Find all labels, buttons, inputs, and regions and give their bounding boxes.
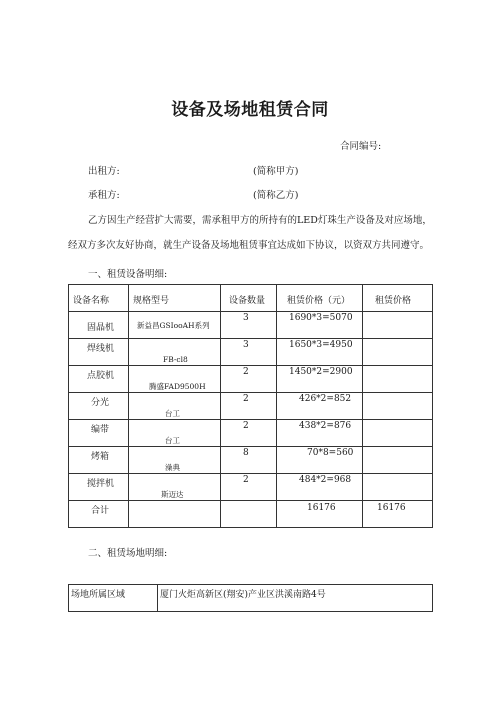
table-cell [363,339,433,366]
table-total-row [69,501,433,528]
equipment-table [68,284,433,528]
table-cell [69,339,129,366]
table-cell [129,474,221,501]
table-cell [277,393,363,420]
header-model: 规格型号 [133,296,170,306]
table-cell [221,474,277,501]
section-equipment-heading: 一、租赁设备明细: [88,269,168,280]
equipment-qty: 3 [243,313,249,323]
lessor-value: (简称甲方) [253,166,299,177]
table-cell [277,339,363,366]
table-row [69,366,433,393]
equipment-name: 烤箱 [91,452,110,462]
equipment-qty: 2 [243,421,249,431]
header-name: 设备名称 [73,296,110,306]
table-row [69,420,433,447]
contract-number-label: 合同编号: [340,141,382,152]
table-header-row [69,285,433,312]
table-row [69,585,433,612]
table-row [69,474,433,501]
header-cell [363,285,433,312]
table-cell [277,501,363,528]
section-site-heading: 二、租赁场地明细: [88,548,168,559]
header-cell [129,285,221,312]
equipment-model: 新益昌GSIooAH系列 [137,321,210,330]
table-cell [221,447,277,474]
equipment-qty: 2 [243,475,249,485]
table-cell [277,474,363,501]
header-qty: 设备数量 [229,296,266,306]
header-cell [69,285,129,312]
table-cell [69,312,129,339]
equipment-model: 澡典 [165,463,180,472]
equipment-price: 1650*3=4950 [289,340,353,350]
table-cell [69,501,129,528]
lessee-value: (简称乙方) [253,190,299,201]
header-cell [277,285,363,312]
table-cell [158,585,433,612]
equipment-name: 固晶机 [87,323,115,333]
table-cell [277,447,363,474]
equipment-model: FB-cl8 [163,355,188,364]
table-row [69,339,433,366]
table-row [69,447,433,474]
table-cell [221,366,277,393]
intro-paragraph-line1: 乙方因生产经营扩大需要，需承租甲方的所持有的LED灯珠生产设备及对应场地， [88,215,432,226]
table-cell [69,585,158,612]
equipment-qty: 2 [243,367,249,377]
equipment-price: 438*2=876 [299,421,352,431]
table-row [69,393,433,420]
header-price: 租赁价格（元） [287,296,351,306]
equipment-model: 台工 [165,436,180,445]
total-label: 合计 [91,506,110,516]
table-cell [129,501,221,528]
table-row [69,312,433,339]
table-cell [363,501,433,528]
table-cell [363,447,433,474]
equipment-price: 484*2=968 [299,475,352,485]
intro-paragraph-line2: 经双方多次友好协商，就生产设备及场地租赁事宜达成如下协议，以资双方共同遵守。 [68,240,430,251]
table-cell [277,312,363,339]
table-cell [363,366,433,393]
table-cell [363,420,433,447]
table-cell [277,366,363,393]
table-cell [129,420,221,447]
equipment-price: 70*8=560 [307,448,354,458]
equipment-name: 焊线机 [87,344,115,354]
table-cell [69,447,129,474]
total-price: 16176 [307,503,336,513]
header-cell [221,285,277,312]
table-cell [363,474,433,501]
equipment-name: 分光 [91,398,110,408]
table-cell [363,312,433,339]
site-area-label: 场地所属区域 [71,590,126,600]
equipment-model: 腾盛FAD9500H [149,382,206,391]
equipment-name: 点胶机 [87,371,115,381]
site-table [68,584,433,612]
equipment-qty: 2 [243,394,249,404]
table-cell [129,312,221,339]
table-cell [69,393,129,420]
site-area-value: 厦门火炬高新区(翔安)产业区洪溪南路4号 [160,590,326,600]
table-cell [221,312,277,339]
lessee-label: 承租方: [88,190,120,201]
total-amount: 16176 [377,503,406,513]
table-cell [69,474,129,501]
equipment-qty: 3 [243,340,249,350]
equipment-name: 搅拌机 [87,479,115,489]
table-cell [277,420,363,447]
table-cell [221,339,277,366]
table-cell [221,420,277,447]
document-title: 设备及场地租赁合同 [171,100,329,120]
table-cell [221,501,277,528]
equipment-model: 台工 [165,409,180,418]
equipment-name: 编带 [91,425,110,435]
table-cell [129,393,221,420]
table-cell [363,393,433,420]
header-total: 租赁价格 [375,296,412,306]
table-cell [129,339,221,366]
equipment-qty: 8 [243,448,249,458]
table-cell [129,447,221,474]
table-cell [69,420,129,447]
lessor-label: 出租方: [88,166,120,177]
equipment-price: 426*2=852 [299,394,352,404]
equipment-price: 1450*2=2900 [289,367,353,377]
table-cell [221,393,277,420]
equipment-price: 1690*3=5070 [289,313,353,323]
table-cell [129,366,221,393]
table-cell [69,366,129,393]
equipment-model: 斯迈达 [161,490,184,499]
